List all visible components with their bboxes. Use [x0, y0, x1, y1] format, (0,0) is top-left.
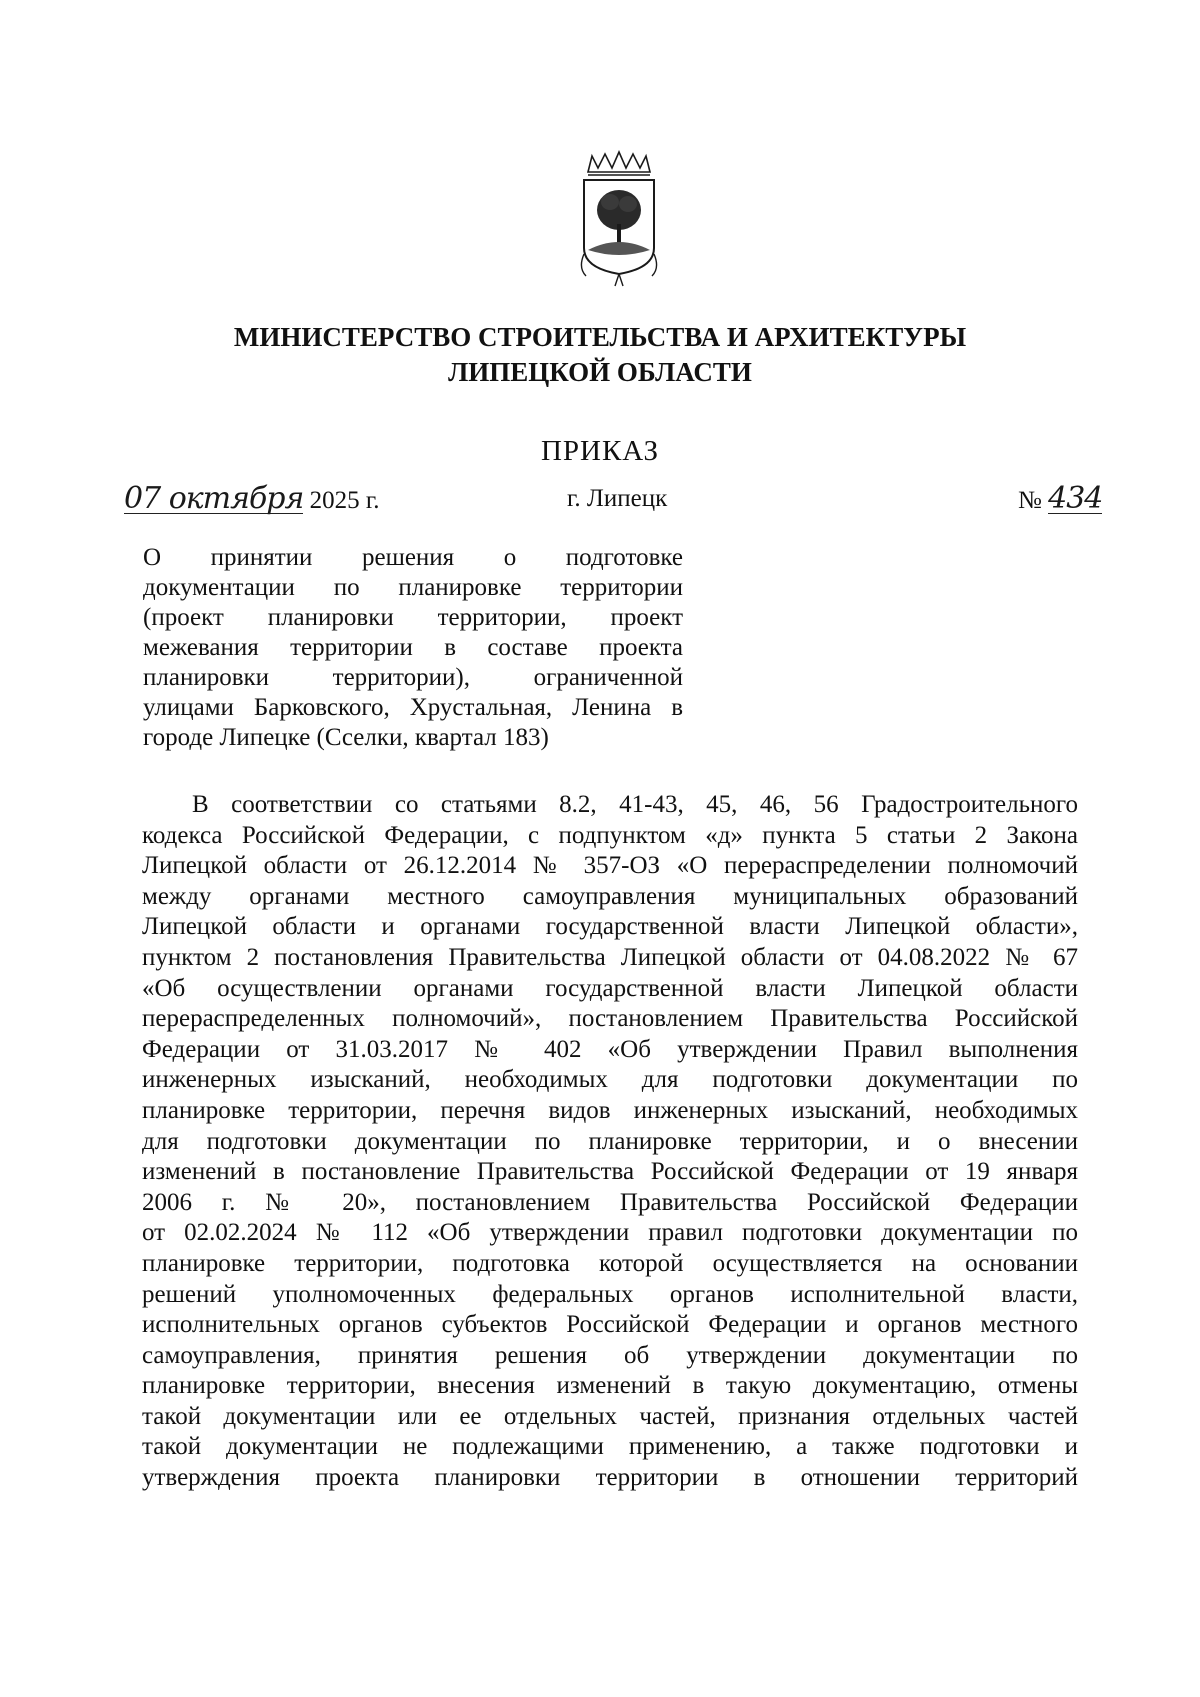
subject-line: документации по планировке территории: [143, 574, 683, 601]
ministry-name-line1: МИНИСТЕРСТВО СТРОИТЕЛЬСТВА И АРХИТЕКТУРЫ: [233, 322, 967, 352]
body-line: исполнительных органов субъектов Российской Федерации и органов местного: [142, 1311, 1078, 1339]
body-line: 2006 г. № 20», постановлением Правительства Российской Федерации: [142, 1188, 1078, 1216]
subject-line: планировки территории), ограниченной: [143, 664, 683, 691]
body-line: решений уполномоченных федеральных органов исполнительной власти,: [142, 1280, 1078, 1308]
body-line: такой документации не подлежащими применению, а также подготовки и: [142, 1433, 1078, 1461]
body-line: утверждения проекта планировки территории в отношении территорий: [142, 1464, 1078, 1492]
subject-line: О принятии решения о подготовке: [143, 544, 683, 571]
body-line: инженерных изысканий, необходимых для подготовки документации по: [142, 1066, 1078, 1094]
body-line: такой документации или ее отдельных частей, признания отдельных частей: [142, 1402, 1078, 1430]
body-line: Федерации от 31.03.2017 № 402 «Об утверждении Правил выполнения: [142, 1035, 1078, 1063]
body-line: между органами местного самоуправления муниципальных образований: [142, 882, 1078, 910]
body-line: кодекса Российской Федерации, с подпунктом «д» пункта 5 статьи 2 Закона: [142, 821, 1078, 849]
body-line: пунктом 2 постановления Правительства Липецкой области от 04.08.2022 № 67: [142, 943, 1078, 971]
body-line: для подготовки документации по планировке территории, и о внесении: [142, 1127, 1078, 1155]
subject-line: (проект планировки территории, проект: [143, 604, 683, 631]
subject-line: городе Липецке (Сселки, квартал 183): [143, 724, 549, 751]
body-line: В соответствии со статьями 8.2, 41-43, 45, 46, 56 Градостроительного: [192, 791, 1078, 818]
ministry-name-line2: ЛИПЕЦКОЙ ОБЛАСТИ: [448, 357, 752, 387]
body-line: изменений в постановление Правительства Российской Федерации от 19 января: [142, 1158, 1078, 1186]
body-line: «Об осуществлении органами государственной власти Липецкой области: [142, 974, 1078, 1002]
order-subject: [143, 543, 683, 753]
order-title: ПРИКАЗ: [540, 435, 660, 467]
subject-line: улицами Барковского, Хрустальная, Ленина в: [143, 694, 683, 721]
subject-line: межевания территории в составе проекта: [143, 634, 683, 661]
body-line: планировке территории, подготовка которой осуществляется на основании: [142, 1249, 1078, 1277]
date-year: 2025 г.: [309, 487, 380, 514]
handwritten-number: 434: [1048, 481, 1103, 516]
body-line: самоуправления, принятия решения об утверждении документации по: [142, 1341, 1078, 1369]
ministry-header: [120, 320, 1080, 390]
body-line: от 02.02.2024 № 112 «Об утверждении правил подготовки документации по: [142, 1219, 1078, 1247]
number-prefix: №: [1018, 487, 1042, 514]
body-line: планировке территории, перечня видов инженерных изысканий, необходимых: [142, 1096, 1078, 1124]
body-line: планировке территории, внесения изменений в такую документацию, отмены: [142, 1372, 1078, 1400]
order-date: [124, 481, 380, 516]
handwritten-date: 07 октября: [124, 481, 304, 516]
body-line: Липецкой области от 26.12.2014 № 357-ОЗ «О перераспределении полномочий: [142, 852, 1078, 880]
body-line: Липецкой области и органами государственной власти Липецкой области»,: [142, 913, 1078, 941]
order-city: г. Липецк: [567, 485, 668, 512]
body-line: перераспределенных полномочий», постановлением Правительства Российской: [142, 1005, 1078, 1033]
coat-of-arms-icon: [578, 150, 660, 288]
order-body: [142, 790, 1078, 1494]
order-number: [1018, 481, 1103, 516]
